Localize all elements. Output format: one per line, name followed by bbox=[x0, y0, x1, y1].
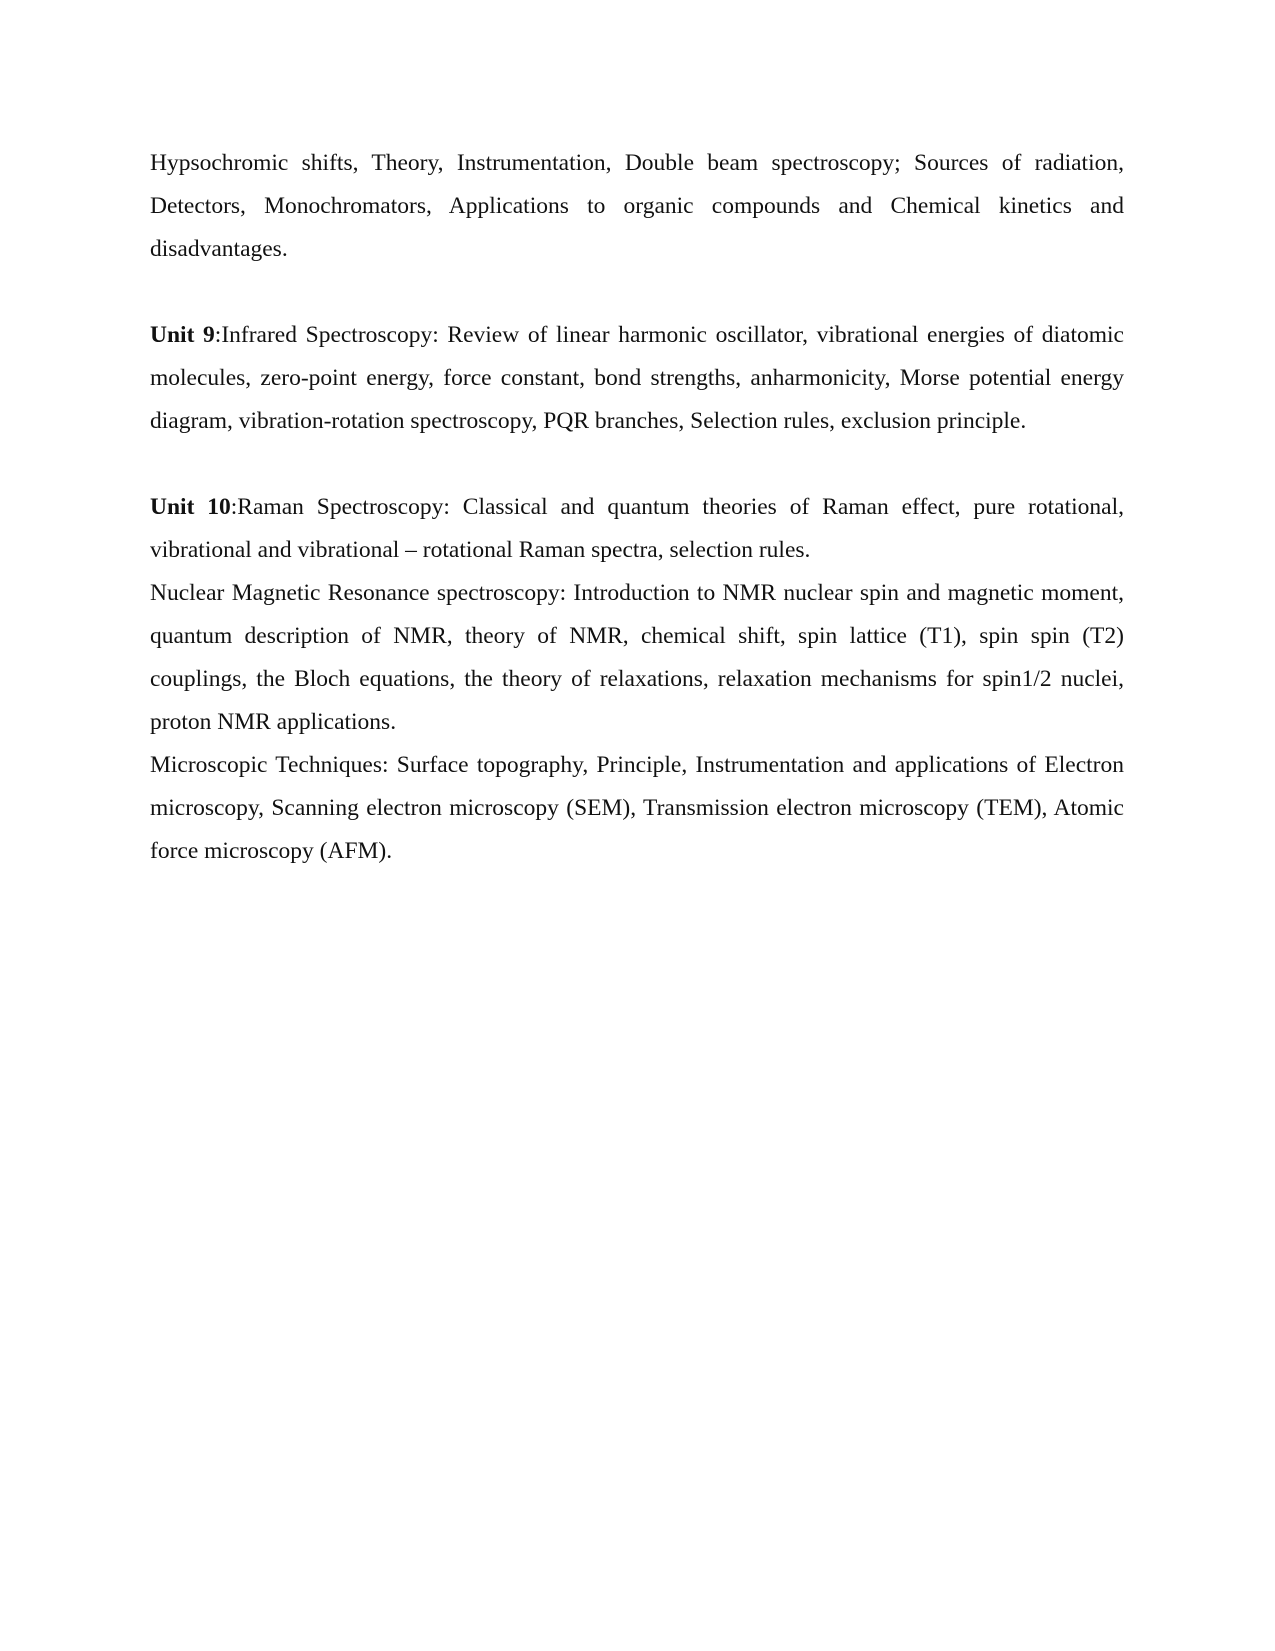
paragraph-uv-continuation: Hypsochromic shifts, Theory, Instrumentation, Double beam spectroscopy; Sources of radiation, Detectors, Monochromators, Applications to organic compounds and Chemical kinetics and disadvantages. bbox=[150, 150, 1124, 262]
unit-9-label: Unit 9 bbox=[150, 322, 215, 348]
paragraph-unit-10 bbox=[150, 486, 1124, 572]
paragraph-microscopy: Microscopic Techniques: Surface topography, Principle, Instrumentation and applications of Electron microscopy, Scanning electron microscopy (SEM), Transmission electron microscopy (TEM), Atomic force microscopy (AFM). bbox=[150, 752, 1124, 864]
unit-10-text: :Raman Spectroscopy: Classical and quantum theories of Raman effect, pure rotational, vibrational and vibrational – rotational Raman spectra, selection rules. bbox=[150, 494, 1124, 563]
paragraph-nmr: Nuclear Magnetic Resonance spectroscopy: Introduction to NMR nuclear spin and magnetic moment, quantum description of NMR, theory of NMR, chemical shift, spin lattice (T1), spin spin (T2) couplings, the Bloch equations, the theory of relaxations, relaxation mechanisms for spin1/2 nuclei, proton NMR applications. bbox=[150, 580, 1124, 735]
page-body bbox=[150, 142, 1124, 873]
unit-10-label: Unit 10 bbox=[150, 494, 231, 520]
paragraph-unit-9 bbox=[150, 314, 1124, 443]
unit-9-text: :Infrared Spectroscopy: Review of linear harmonic oscillator, vibrational energies of diatomic molecules, zero-point energy, force constant, bond strengths, anharmonicity, Morse potential energy diagram, vibration-rotation spectroscopy, PQR branches, Selection rules, exclusion principle. bbox=[150, 322, 1124, 434]
